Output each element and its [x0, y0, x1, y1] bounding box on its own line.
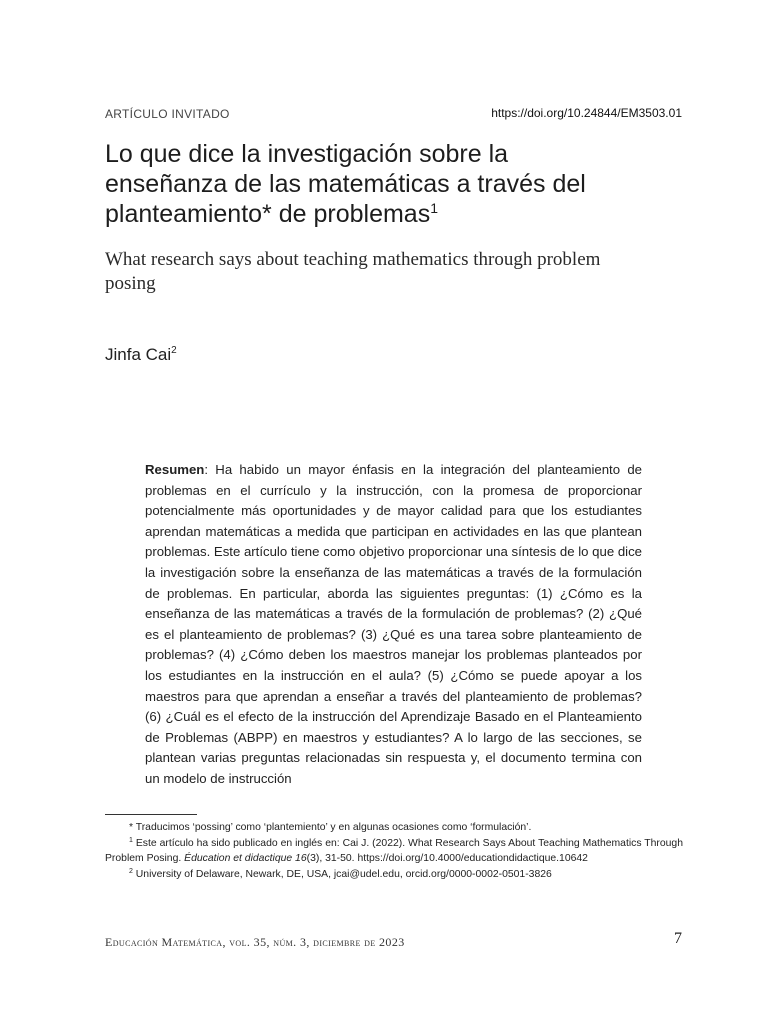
article-title-text: Lo que dice la investigación sobre la enseñanza de las matemáticas a través del planteamiento* de problemas [105, 140, 586, 228]
footnote-2 [105, 867, 683, 883]
footnote-1-marker: 1 [129, 836, 133, 844]
footnote-divider [105, 814, 197, 815]
footnote-star-marker: * [129, 822, 134, 833]
page-number: 7 [674, 930, 682, 947]
footnote-1 [105, 836, 683, 867]
article-title [105, 139, 625, 229]
author-name-text: Jinfa Cai [105, 345, 172, 364]
footnote-star-text: Traducimos ‘possing’ como ‘plantemiento’ y en algunas ocasiones como ‘formulación’. [135, 822, 532, 833]
journal-footer: Educación Matemática, vol. 35, núm. 3, diciembre de 2023 [105, 935, 405, 949]
doi-link[interactable]: https://doi.org/10.24844/EM3503.01 [491, 106, 682, 120]
footnote-1-journal: Éducation et didactique 16 [184, 853, 307, 865]
author-footnote-marker[interactable]: 2 [171, 345, 177, 356]
abstract-label: Resumen [145, 462, 205, 477]
abstract [145, 460, 642, 797]
author-name [105, 345, 177, 365]
footnote-2-marker: 2 [129, 867, 133, 875]
footnote-2-text: University of Delaware, Newark, DE, USA, jcai@udel.edu, orcid.org/0000-0002-0501-3826 [135, 868, 552, 880]
article-subtitle: What research says about teaching mathematics through problem posing [105, 249, 601, 294]
footnote-1-text: Este artículo ha sido publicado en inglés en: Cai J. (2022). What Research Says About Teaching Mathematics Through Problem Posing. [105, 837, 683, 865]
footnote-star [105, 820, 683, 836]
title-footnote-marker[interactable]: 1 [430, 200, 439, 216]
footnote-1-link[interactable]: (3), 31-50. https://doi.org/10.4000/educationdidactique.10642 [306, 853, 588, 865]
section-label: ARTÍCULO INVITADO [105, 107, 230, 121]
footnotes [105, 820, 683, 882]
abstract-text: : Ha habido un mayor énfasis en la integración del planteamiento de problemas en el currículo y la instrucción, con la promesa de proporcionar potencialmente más oportunidades y de mayor calidad para que los estudiantes aprendan matemáticas a medida que participan en actividades en las que plantean problemas. Este artículo tiene como objetivo proporcionar una síntesis de lo que dice la investigación sobre la enseñanza de las matemáticas a través de la formulación de problemas. En particular, aborda las siguientes preguntas: (1) ¿Cómo es la enseñanza de las matemáticas a través de la formulación de problemas? (2) ¿Qué es el planteamiento de problemas? (3) ¿Qué es una tarea sobre planteamiento de problemas? (4) ¿Cómo deben los maestros manejar los problemas planteados por los estudiantes en la instrucción en el aula? (5) ¿Cómo se puede apoyar a los maestros para que aprendan a enseñar a través del planteamiento de problemas? (6) ¿Cuál es el efecto de la instrucción del Aprendizaje Basado en el Planteamiento de Problemas (ABPP) en maestros y estudiantes? A lo largo de las secciones, se plantean varias preguntas relacionadas sin respuesta y, el documento termina con un modelo de instrucción [145, 462, 642, 786]
